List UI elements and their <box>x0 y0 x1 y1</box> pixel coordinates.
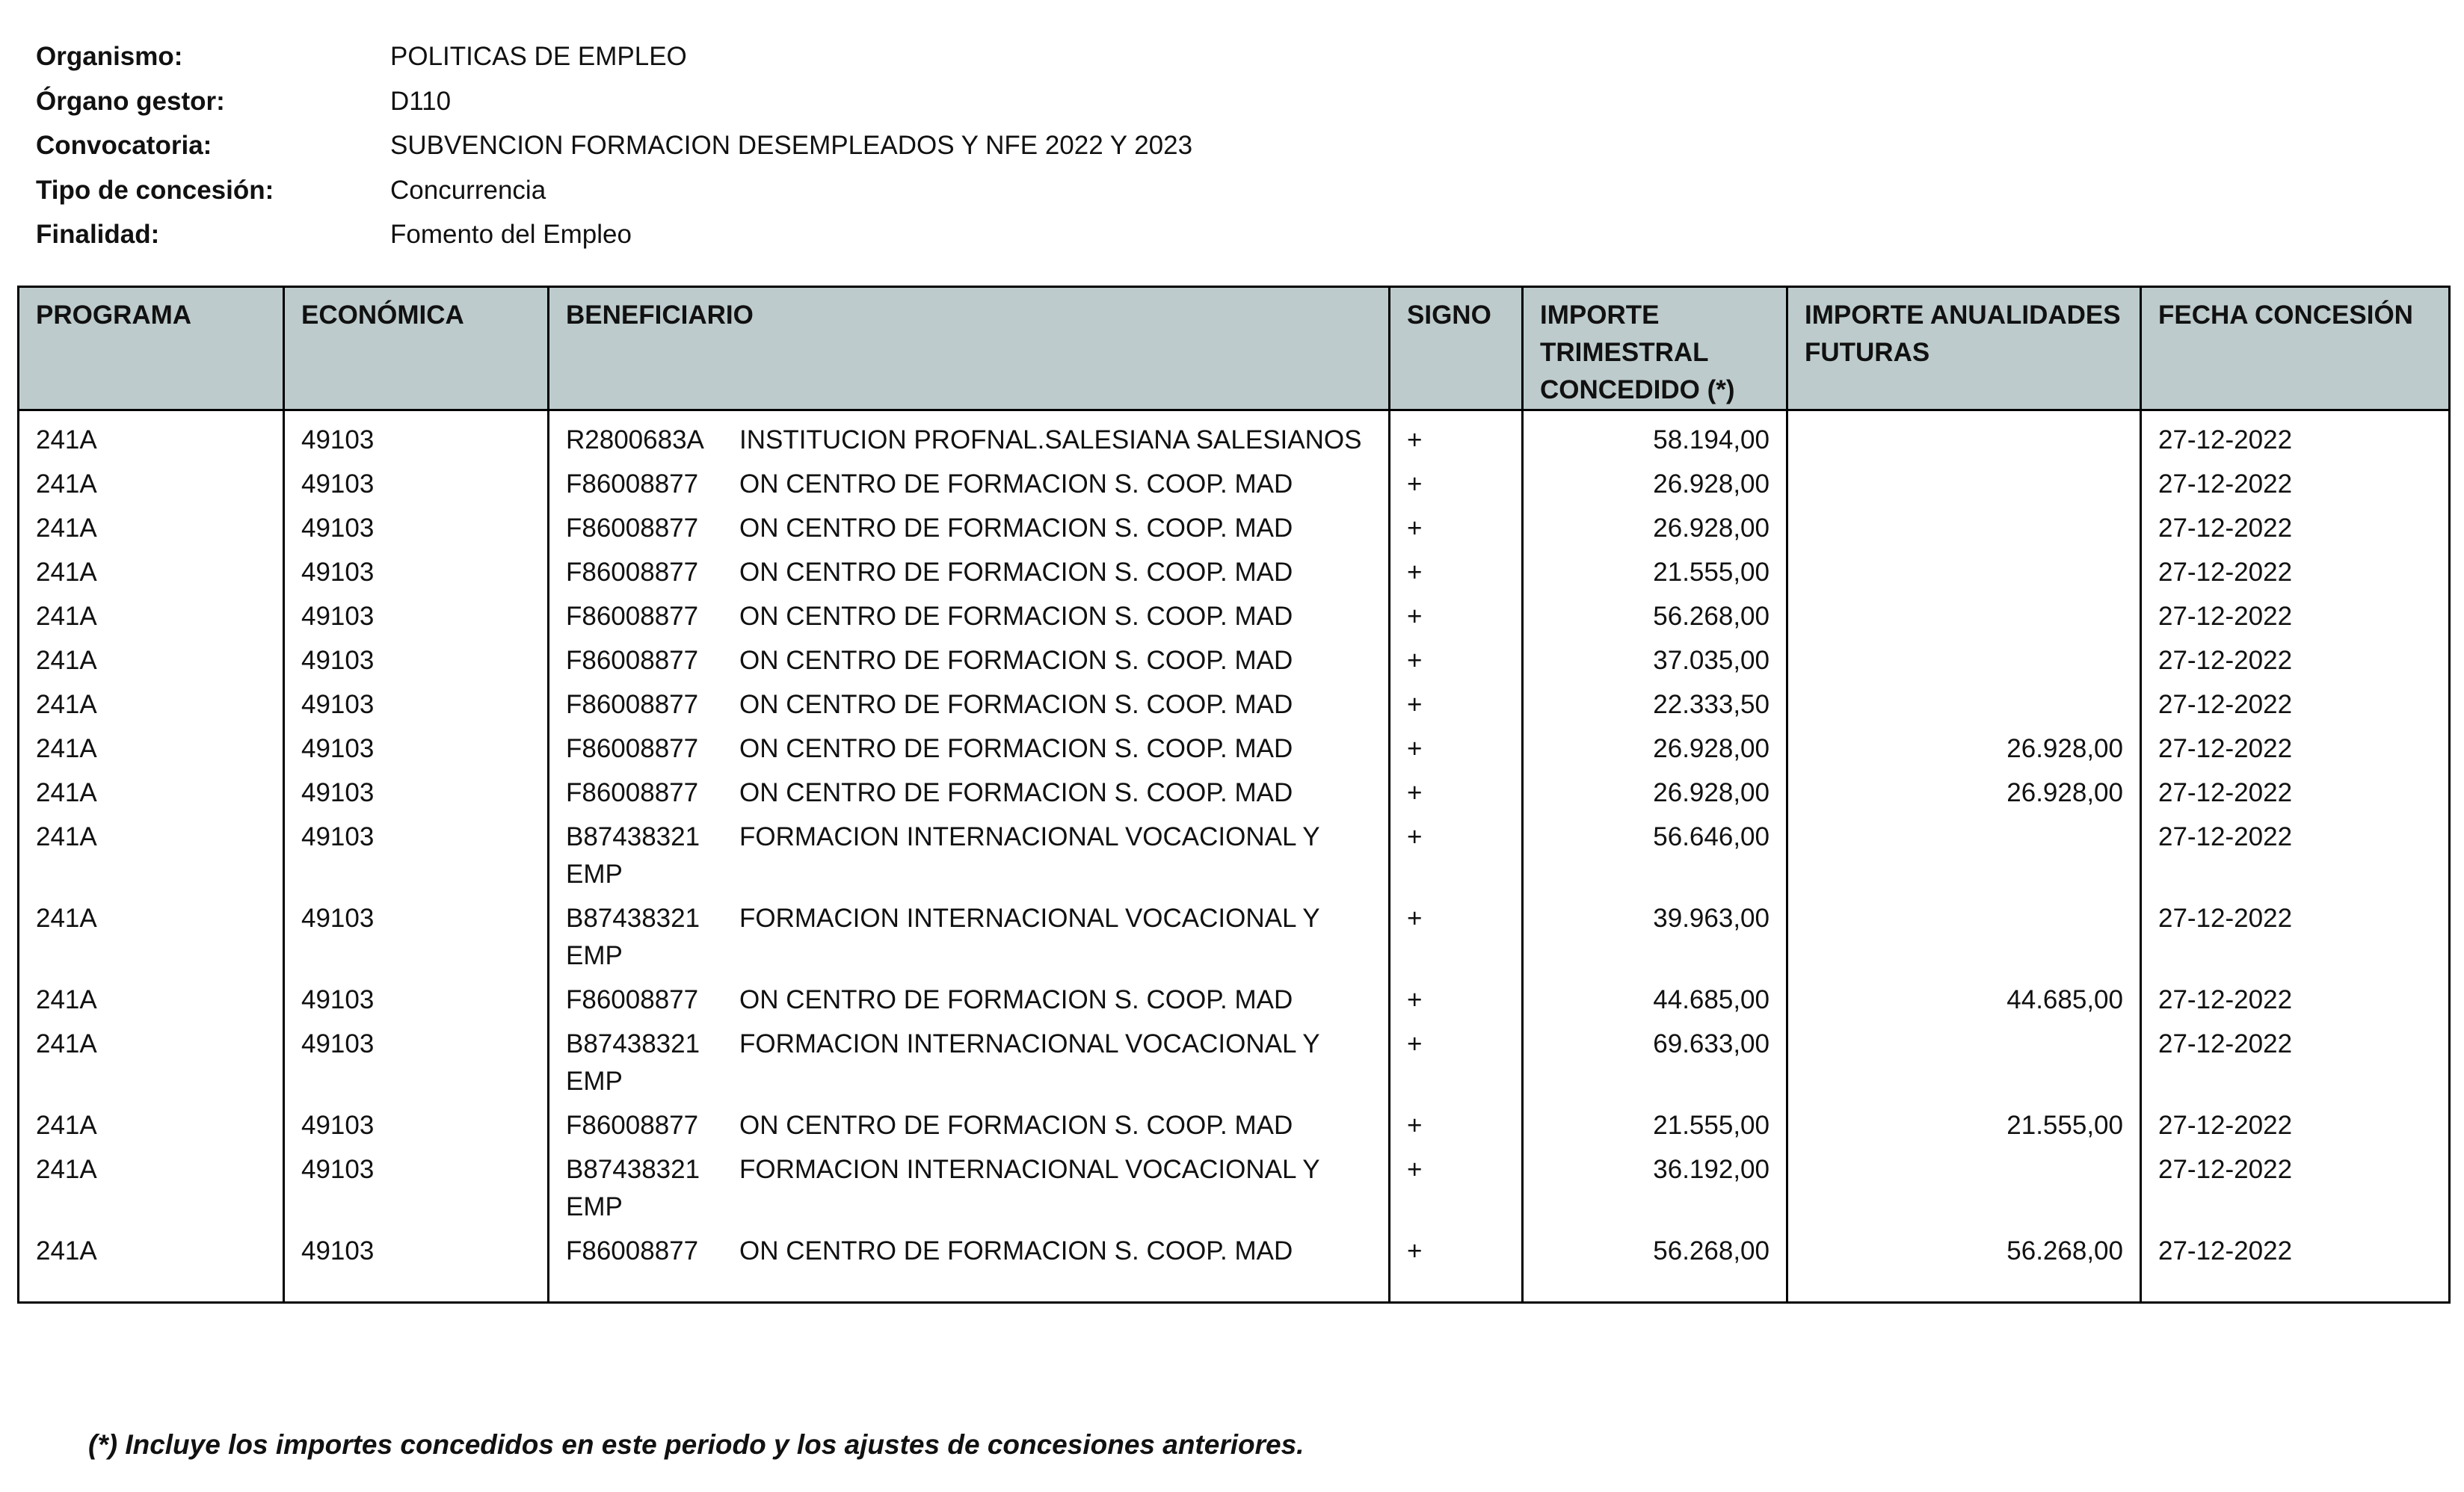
beneficiario-nif: F86008877 <box>566 514 699 543</box>
cell-importe-anualidades: 21.555,00 <box>1787 1103 2141 1147</box>
cell-importe-trimestral: 36.192,00 <box>1523 1147 1787 1228</box>
beneficiario-nombre: ON CENTRO DE FORMACION S. COOP. MAD <box>739 778 1293 807</box>
beneficiario-nombre: ON CENTRO DE FORMACION S. COOP. MAD <box>739 514 1293 543</box>
meta-value: D110 <box>390 86 452 116</box>
cell-importe-trimestral: 22.333,50 <box>1523 682 1787 726</box>
cell-importe-anualidades: 26.928,00 <box>1787 770 2141 814</box>
cell-signo: + <box>1390 895 1523 977</box>
table-row <box>19 638 2450 682</box>
cell-signo: + <box>1390 549 1523 594</box>
cell-signo: + <box>1390 682 1523 726</box>
cell-importe-trimestral: 44.685,00 <box>1523 977 1787 1021</box>
cell-signo: + <box>1390 977 1523 1021</box>
cell-importe-anualidades: 56.268,00 <box>1787 1228 2141 1303</box>
cell-importe-trimestral: 56.268,00 <box>1523 594 1787 638</box>
cell-importe-trimestral: 39.963,00 <box>1523 895 1787 977</box>
header-fecha-concesion: FECHA CONCESIÓN <box>2141 287 2450 410</box>
cell-programa: 241A <box>19 638 284 682</box>
grants-table <box>17 286 2451 1304</box>
cell-programa: 241A <box>19 1228 284 1303</box>
footnote: (*) Incluye los importes concedidos en este periodo y los ajustes de concesiones anteriores. <box>88 1429 1305 1460</box>
cell-beneficiario <box>549 1103 1390 1147</box>
cell-signo: + <box>1390 461 1523 505</box>
cell-beneficiario <box>549 638 1390 682</box>
cell-signo: + <box>1390 1228 1523 1303</box>
cell-signo: + <box>1390 770 1523 814</box>
meta-label: Convocatoria: <box>36 131 212 160</box>
header-programa: PROGRAMA <box>19 287 284 410</box>
beneficiario-nif: B87438321 <box>566 1029 700 1058</box>
table-row <box>19 594 2450 638</box>
table-row <box>19 461 2450 505</box>
beneficiario-nif: F86008877 <box>566 690 699 719</box>
table-row <box>19 682 2450 726</box>
document-metadata <box>36 34 1192 257</box>
cell-programa: 241A <box>19 594 284 638</box>
meta-label: Finalidad: <box>36 220 160 249</box>
cell-programa: 241A <box>19 895 284 977</box>
header-beneficiario: BENEFICIARIO <box>549 287 1390 410</box>
cell-programa: 241A <box>19 1103 284 1147</box>
cell-economica: 49103 <box>284 726 549 770</box>
cell-importe-trimestral: 26.928,00 <box>1523 726 1787 770</box>
table-row <box>19 410 2450 462</box>
cell-importe-anualidades <box>1787 895 2141 977</box>
beneficiario-nif: F86008877 <box>566 734 699 763</box>
beneficiario-nombre: ON CENTRO DE FORMACION S. COOP. MAD <box>739 602 1293 631</box>
cell-importe-trimestral: 37.035,00 <box>1523 638 1787 682</box>
cell-importe-anualidades <box>1787 505 2141 549</box>
cell-importe-anualidades <box>1787 1147 2141 1228</box>
cell-fecha-concesion: 27-12-2022 <box>2141 410 2450 462</box>
header-economica: ECONÓMICA <box>284 287 549 410</box>
meta-value: SUBVENCION FORMACION DESEMPLEADOS Y NFE 2022 Y 2023 <box>390 131 1193 160</box>
cell-economica: 49103 <box>284 814 549 895</box>
cell-beneficiario <box>549 977 1390 1021</box>
cell-importe-trimestral: 21.555,00 <box>1523 549 1787 594</box>
table-row <box>19 726 2450 770</box>
cell-fecha-concesion: 27-12-2022 <box>2141 770 2450 814</box>
meta-row-finalidad <box>36 212 1192 257</box>
cell-programa: 241A <box>19 1147 284 1228</box>
cell-beneficiario <box>549 594 1390 638</box>
cell-beneficiario <box>549 1228 1390 1303</box>
cell-fecha-concesion: 27-12-2022 <box>2141 682 2450 726</box>
cell-fecha-concesion: 27-12-2022 <box>2141 1021 2450 1103</box>
cell-economica: 49103 <box>284 1021 549 1103</box>
cell-fecha-concesion: 27-12-2022 <box>2141 1147 2450 1228</box>
cell-economica: 49103 <box>284 770 549 814</box>
meta-row-tipo-concesion <box>36 168 1192 213</box>
table-row <box>19 1228 2450 1303</box>
cell-programa: 241A <box>19 549 284 594</box>
meta-value: POLITICAS DE EMPLEO <box>390 42 687 71</box>
cell-fecha-concesion: 27-12-2022 <box>2141 594 2450 638</box>
cell-economica: 49103 <box>284 505 549 549</box>
cell-beneficiario <box>549 1021 1390 1103</box>
beneficiario-nombre: FORMACION INTERNACIONAL VOCACIONAL Y EMP <box>566 1029 1319 1096</box>
table-row <box>19 814 2450 895</box>
beneficiario-nif: F86008877 <box>566 646 699 675</box>
beneficiario-nombre: ON CENTRO DE FORMACION S. COOP. MAD <box>739 558 1293 587</box>
cell-importe-anualidades <box>1787 549 2141 594</box>
cell-fecha-concesion: 27-12-2022 <box>2141 977 2450 1021</box>
beneficiario-nif: R2800683A <box>566 425 704 454</box>
cell-signo: + <box>1390 638 1523 682</box>
header-signo: SIGNO <box>1390 287 1523 410</box>
cell-fecha-concesion: 27-12-2022 <box>2141 461 2450 505</box>
cell-importe-anualidades <box>1787 594 2141 638</box>
table-row <box>19 977 2450 1021</box>
table-row <box>19 1103 2450 1147</box>
table-row <box>19 1021 2450 1103</box>
cell-economica: 49103 <box>284 682 549 726</box>
cell-economica: 49103 <box>284 594 549 638</box>
cell-beneficiario <box>549 461 1390 505</box>
cell-beneficiario <box>549 726 1390 770</box>
cell-programa: 241A <box>19 814 284 895</box>
beneficiario-nombre: ON CENTRO DE FORMACION S. COOP. MAD <box>739 985 1293 1014</box>
meta-row-convocatoria <box>36 123 1192 168</box>
cell-importe-anualidades <box>1787 638 2141 682</box>
beneficiario-nombre: ON CENTRO DE FORMACION S. COOP. MAD <box>739 646 1293 675</box>
beneficiario-nombre: FORMACION INTERNACIONAL VOCACIONAL Y EMP <box>566 822 1319 889</box>
cell-signo: + <box>1390 594 1523 638</box>
beneficiario-nombre: ON CENTRO DE FORMACION S. COOP. MAD <box>739 1111 1293 1140</box>
table-body <box>19 410 2450 1303</box>
cell-beneficiario <box>549 895 1390 977</box>
meta-value: Fomento del Empleo <box>390 220 632 249</box>
cell-fecha-concesion: 27-12-2022 <box>2141 549 2450 594</box>
cell-fecha-concesion: 27-12-2022 <box>2141 505 2450 549</box>
cell-fecha-concesion: 27-12-2022 <box>2141 1103 2450 1147</box>
cell-programa: 241A <box>19 505 284 549</box>
cell-beneficiario <box>549 410 1390 462</box>
cell-importe-anualidades <box>1787 682 2141 726</box>
cell-importe-anualidades: 44.685,00 <box>1787 977 2141 1021</box>
cell-signo: + <box>1390 410 1523 462</box>
cell-signo: + <box>1390 814 1523 895</box>
beneficiario-nif: F86008877 <box>566 778 699 807</box>
table-row <box>19 895 2450 977</box>
table-row <box>19 770 2450 814</box>
cell-fecha-concesion: 27-12-2022 <box>2141 1228 2450 1303</box>
beneficiario-nif: F86008877 <box>566 469 699 499</box>
cell-signo: + <box>1390 1103 1523 1147</box>
cell-fecha-concesion: 27-12-2022 <box>2141 814 2450 895</box>
beneficiario-nif: B87438321 <box>566 1155 700 1184</box>
cell-importe-anualidades <box>1787 814 2141 895</box>
beneficiario-nombre: FORMACION INTERNACIONAL VOCACIONAL Y EMP <box>566 904 1319 970</box>
cell-economica: 49103 <box>284 461 549 505</box>
meta-label: Tipo de concesión: <box>36 175 274 205</box>
table-row <box>19 505 2450 549</box>
meta-value: Concurrencia <box>390 175 546 205</box>
header-importe-trimestral: IMPORTE TRIMESTRAL CONCEDIDO (*) <box>1523 287 1787 410</box>
cell-programa: 241A <box>19 682 284 726</box>
cell-importe-trimestral: 26.928,00 <box>1523 505 1787 549</box>
beneficiario-nif: B87438321 <box>566 904 700 933</box>
cell-fecha-concesion: 27-12-2022 <box>2141 895 2450 977</box>
beneficiario-nombre: ON CENTRO DE FORMACION S. COOP. MAD <box>739 469 1293 499</box>
cell-programa: 241A <box>19 461 284 505</box>
cell-signo: + <box>1390 1021 1523 1103</box>
cell-signo: + <box>1390 726 1523 770</box>
cell-beneficiario <box>549 814 1390 895</box>
header-importe-anualidades: IMPORTE ANUALIDADES FUTURAS <box>1787 287 2141 410</box>
beneficiario-nif: F86008877 <box>566 602 699 631</box>
cell-programa: 241A <box>19 410 284 462</box>
beneficiario-nif: F86008877 <box>566 985 699 1014</box>
meta-row-organo-gestor <box>36 79 1192 124</box>
cell-economica: 49103 <box>284 1103 549 1147</box>
beneficiario-nombre: ON CENTRO DE FORMACION S. COOP. MAD <box>739 690 1293 719</box>
cell-importe-trimestral: 56.646,00 <box>1523 814 1787 895</box>
cell-economica: 49103 <box>284 638 549 682</box>
cell-beneficiario <box>549 549 1390 594</box>
cell-beneficiario <box>549 505 1390 549</box>
beneficiario-nombre: FORMACION INTERNACIONAL VOCACIONAL Y EMP <box>566 1155 1319 1221</box>
cell-programa: 241A <box>19 1021 284 1103</box>
cell-economica: 49103 <box>284 977 549 1021</box>
cell-importe-anualidades <box>1787 461 2141 505</box>
cell-importe-anualidades: 26.928,00 <box>1787 726 2141 770</box>
cell-importe-anualidades <box>1787 1021 2141 1103</box>
cell-economica: 49103 <box>284 895 549 977</box>
cell-signo: + <box>1390 1147 1523 1228</box>
beneficiario-nif: F86008877 <box>566 1111 699 1140</box>
beneficiario-nombre: INSTITUCION PROFNAL.SALESIANA SALESIANOS <box>739 425 1362 454</box>
cell-programa: 241A <box>19 726 284 770</box>
cell-fecha-concesion: 27-12-2022 <box>2141 638 2450 682</box>
cell-importe-trimestral: 26.928,00 <box>1523 770 1787 814</box>
beneficiario-nif: B87438321 <box>566 822 700 851</box>
cell-beneficiario <box>549 1147 1390 1228</box>
cell-economica: 49103 <box>284 1228 549 1303</box>
meta-label: Organismo: <box>36 42 183 71</box>
cell-programa: 241A <box>19 770 284 814</box>
cell-programa: 241A <box>19 977 284 1021</box>
table-row <box>19 1147 2450 1228</box>
beneficiario-nombre: ON CENTRO DE FORMACION S. COOP. MAD <box>739 734 1293 763</box>
meta-label: Órgano gestor: <box>36 86 225 116</box>
cell-signo: + <box>1390 505 1523 549</box>
beneficiario-nif: F86008877 <box>566 558 699 587</box>
cell-importe-trimestral: 56.268,00 <box>1523 1228 1787 1303</box>
cell-economica: 49103 <box>284 1147 549 1228</box>
cell-importe-anualidades <box>1787 410 2141 462</box>
cell-importe-trimestral: 69.633,00 <box>1523 1021 1787 1103</box>
table-row <box>19 549 2450 594</box>
table-header-row <box>19 287 2450 410</box>
beneficiario-nombre: ON CENTRO DE FORMACION S. COOP. MAD <box>739 1236 1293 1266</box>
meta-row-organismo <box>36 34 1192 79</box>
cell-beneficiario <box>549 770 1390 814</box>
beneficiario-nif: F86008877 <box>566 1236 699 1266</box>
cell-importe-trimestral: 58.194,00 <box>1523 410 1787 462</box>
cell-importe-trimestral: 21.555,00 <box>1523 1103 1787 1147</box>
cell-economica: 49103 <box>284 410 549 462</box>
cell-economica: 49103 <box>284 549 549 594</box>
cell-importe-trimestral: 26.928,00 <box>1523 461 1787 505</box>
cell-beneficiario <box>549 682 1390 726</box>
cell-fecha-concesion: 27-12-2022 <box>2141 726 2450 770</box>
